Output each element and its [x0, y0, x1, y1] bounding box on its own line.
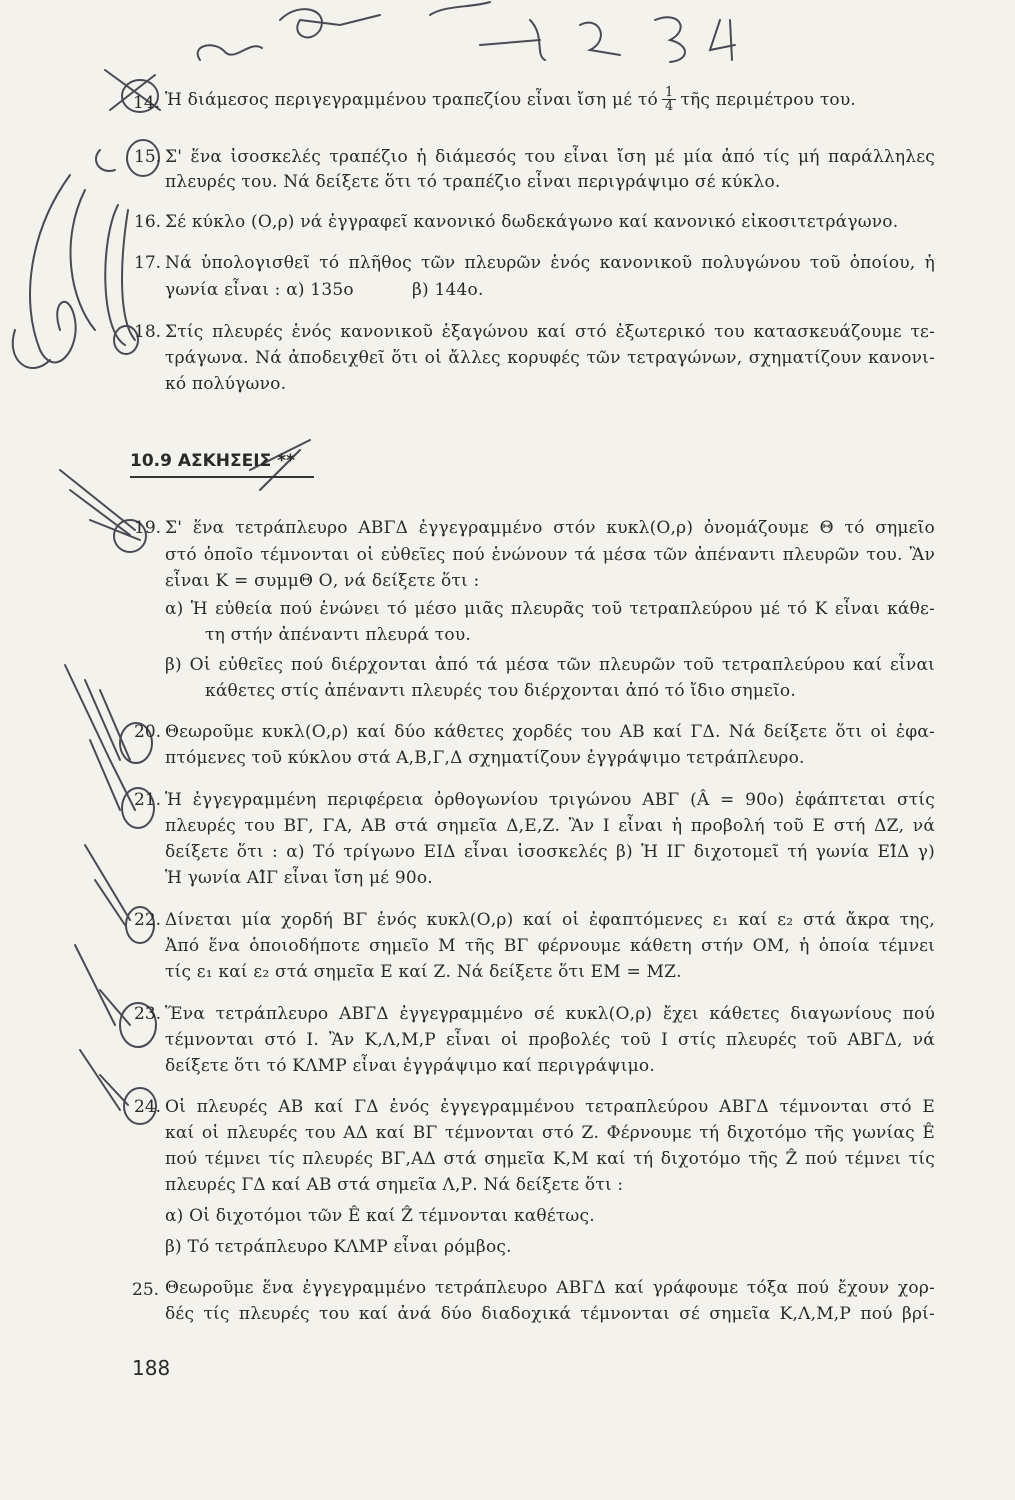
exercise-18-line-3: κό πολύγωνο. [165, 374, 287, 394]
exercise-15-line-2: πλευρές του. Νά δείξετε ὅτι τό τραπέζιο εἶναι περιγράψιμο σέ κύκλο. [165, 172, 781, 192]
exercise-25-number: 25. [132, 1280, 160, 1300]
exercise-14-text-b: τῆς περιμέτρου του. [680, 89, 856, 110]
exercise-21-line-2: πλευρές του ΒΓ, ΓΑ, ΑΒ στά σημεῖα Δ,Ε,Ζ. Ἂν Ι εἶναι ἡ προβολή τοῦ Ε στή ΔΖ, νά [165, 816, 935, 836]
exercise-18-line-1: Στίς πλευρές ἑνός κανονικοῦ ἑξαγώνου καί στό ἐξωτερικό του κατασκευάζουμε τε- [165, 322, 935, 342]
section-heading: 10.9 ΑΣΚΗΣΕΙΣ ** [130, 451, 295, 471]
fraction-denominator: 4 [664, 99, 674, 114]
exercise-24-line-1: Οἱ πλευρές ΑΒ καί ΓΔ ἑνός ἐγγεγραμμένου τετραπλεύρου ΑΒΓΔ τέμνονται στό Ε [165, 1097, 935, 1117]
exercise-18-line-2: τράγωνα. Νά ἀποδειχθεῖ ὅτι οἱ ἄλλες κορυφές τῶν τετραγώνων, σχηματίζουν κανονι- [165, 348, 935, 368]
exercise-18-number: 18. [134, 322, 162, 342]
fraction-one-quarter [662, 86, 676, 113]
exercise-21-line-3: δείξετε ὅτι : α) Τό τρίγωνο ΕΙΔ εἶναι ἰσοσκελές β) Ἡ ΙΓ διχοτομεῖ τή γωνία ΕΙ̂Δ γ) [165, 842, 935, 862]
exercise-25-line-1: Θεωροῦμε ἕνα ἐγγεγραμμένο τετράπλευρο ΑΒΓΔ καί γράφουμε τόξα πού ἔχουν χορ- [165, 1278, 935, 1298]
exercise-19-line-1: Σ' ἕνα τετράπλευρο ΑΒΓΔ ἐγγεγραμμένο στόν κυκλ(Ο,ρ) ὀνομάζουμε Θ τό σημεῖο [165, 518, 935, 538]
exercise-19-line-2: στό ὁποῖο τέμνονται οἱ εὐθεῖες πού ἑνώνουν τά μέσα τῶν ἀπέναντι πλευρῶν του. Ἂν [165, 545, 935, 565]
heading-underline [130, 476, 314, 478]
scribble-top-left [198, 45, 262, 60]
exercise-19-number: 19. [134, 518, 162, 538]
exercise-21-line-4: Ἡ γωνία ΑΙ̂Γ εἶναι ἴση μέ 90ο. [165, 868, 433, 888]
exercise-20-number: 20. [134, 722, 162, 742]
exercise-20-line-1: Θεωροῦμε κυκλ(Ο,ρ) καί δύο κάθετες χορδές του ΑΒ καί ΓΔ. Νά δείξετε ὅτι οἱ ἐφα- [165, 722, 935, 742]
exercise-14-number: 14. [133, 93, 161, 113]
fraction-numerator: 1 [662, 86, 676, 100]
exercise-24-line-3: πού τέμνει τίς πλευρές ΒΓ,ΑΔ στά σημεῖα Κ,Μ καί τή διχοτόμο τῆς Ẑ πού τέμνει τίς [165, 1149, 935, 1169]
exercise-21-number: 21. [134, 790, 162, 810]
exercise-23-line-1: Ἕνα τετράπλευρο ΑΒΓΔ ἐγγεγραμμένο σέ κυκλ(Ο,ρ) ἔχει κάθετες διαγωνίους πού [165, 1004, 935, 1024]
exercise-22-line-3: τίς ε₁ καί ε₂ στά σημεῖα Ε καί Ζ. Νά δείξετε ὅτι ΕΜ = ΜΖ. [165, 962, 682, 982]
exercise-24-number: 24. [134, 1097, 162, 1117]
exercise-23-number: 23. [134, 1004, 162, 1024]
exercise-20-line-2: πτόμενες τοῦ κύκλου στά Α,Β,Γ,Δ σχηματίζουν ἐγγράψιμο τετράπλευρο. [165, 748, 805, 768]
exercise-22-line-2: Ἀπό ἕνα ὁποιοδήποτε σημεῖο Μ τῆς ΒΓ φέρνουμε κάθετη στήν ΟΜ, ἡ ὁποία τέμνει [165, 936, 935, 956]
exercise-23-line-2: τέμνονται στό Ι. Ἂν Κ,Λ,Μ,Ρ εἶναι οἱ προβολές τοῦ Ι στίς πλευρές τοῦ ΑΒΓΔ, νά [165, 1030, 935, 1050]
exercise-17-line-1: Νά ὑπολογισθεῖ τό πλῆθος τῶν πλευρῶν ἑνός κανονικοῦ πολυγώνου τοῦ ὁποίου, ἡ [165, 253, 935, 273]
exercise-19-part-a-1: α) Ἡ εὐθεία πού ἑνώνει τό μέσο μιᾶς πλευρᾶς τοῦ τετραπλεύρου μέ τό Κ εἶναι κάθε- [165, 599, 935, 619]
exercise-22-line-1: Δίνεται μία χορδή ΒΓ ἑνός κυκλ(Ο,ρ) καί οἱ ἐφαπτόμενες ε₁ καί ε₂ στά ἄκρα της, [165, 910, 935, 930]
exercise-24-line-2: καί οἱ πλευρές του ΑΔ καί ΒΓ τέμνονται στό Ζ. Φέρνουμε τή διχοτόμο τῆς γωνίας Ê [165, 1123, 935, 1143]
exercise-14-line [165, 86, 910, 113]
exercise-16-line-1: Σέ κύκλο (Ο,ρ) νά ἐγγραφεῖ κανονικό δωδεκάγωνο καί κανονικό εἰκοσιτετράγωνο. [165, 212, 899, 232]
exercise-14-text-a: Ἡ διάμεσος περιγεγραμμένου τραπεζίου εἶναι ἴση μέ τό [165, 89, 658, 110]
exercise-21-line-1: Ἡ ἐγγεγραμμένη περιφέρεια ὀρθογωνίου τριγώνου ΑΒΓ (Â = 90ο) ἐφάπτεται στίς [165, 790, 935, 810]
exercise-22-number: 22. [134, 910, 162, 930]
exercise-17-line-2b: β) 144ο. [412, 280, 484, 300]
page-number: 188 [132, 1356, 171, 1380]
exercise-16-number: 16. [134, 212, 162, 232]
exercise-24-line-4: πλευρές ΓΔ καί ΑΒ στά σημεῖα Λ,Ρ. Νά δείξετε ὅτι : [165, 1175, 624, 1195]
exercise-19-line-3: εἶναι Κ = συμμΘ Ο, νά δείξετε ὅτι : [165, 571, 480, 591]
exercise-25-line-2: δές τίς πλευρές του καί ἀνά δύο διαδοχικά τέμνονται σέ σημεῖα Κ,Λ,Μ,Ρ πού βρί- [165, 1304, 935, 1324]
exercise-15-number: 15. [134, 147, 162, 167]
exercise-17-number: 17. [134, 253, 162, 273]
exercise-24-part-b: β) Τό τετράπλευρο ΚΛΜΡ εἶναι ρόμβος. [165, 1237, 512, 1257]
exercise-19-part-b-1: β) Οἱ εὐθεῖες πού διέρχονται ἀπό τά μέσα τῶν πλευρῶν τοῦ τετραπλεύρου καί εἶναι [165, 655, 935, 675]
exercise-17-line-2a: γωνία εἶναι : α) 135ο [165, 280, 354, 300]
exercise-15-line-1: Σ' ἕνα ἰσοσκελές τραπέζιο ἡ διάμεσός του εἶναι ἴση μέ μία ἀπό τίς μή παράλληλες [165, 147, 935, 167]
scribble-top-mid [280, 9, 380, 37]
exercise-23-line-3: δείξετε ὅτι τό ΚΛΜΡ εἶναι ἐγγράψιμο καί περιγράψιμο. [165, 1056, 655, 1076]
exercise-19-part-a-2: τη στήν ἀπέναντι πλευρά του. [205, 625, 471, 645]
exercise-19-part-b-2: κάθετες στίς ἀπέναντι πλευρές του διέρχονται ἀπό τό ἴδιο σημεῖο. [205, 681, 796, 701]
exercise-24-part-a: α) Οἱ διχοτόμοι τῶν Ê καί Ẑ τέμνονται καθέτως. [165, 1206, 595, 1226]
